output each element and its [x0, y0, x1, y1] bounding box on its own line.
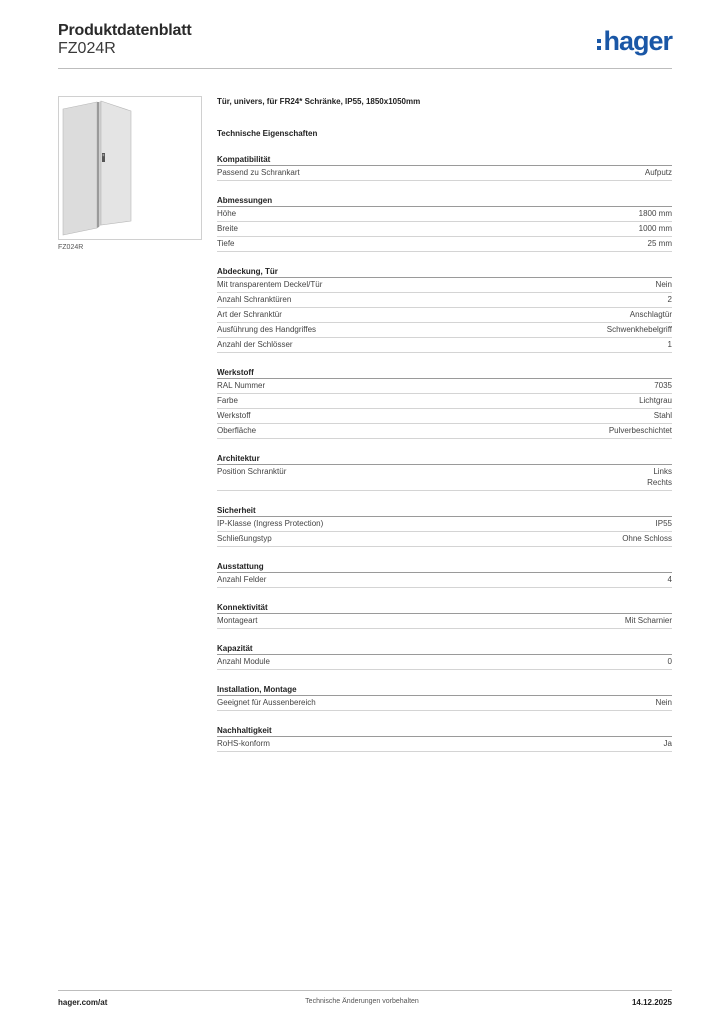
property-value-line: Stahl [653, 411, 672, 420]
property-value-line: Ja [663, 739, 672, 748]
property-value [639, 395, 672, 406]
property-row [217, 166, 672, 181]
property-value-line: Nein [655, 698, 672, 707]
property-label: Anzahl Felder [217, 575, 267, 584]
cabinet-door-icon [59, 97, 201, 239]
group-title: Konnektivität [217, 602, 672, 614]
property-group [217, 195, 672, 252]
group-title: Nachhaltigkeit [217, 725, 672, 737]
group-title: Kompatibilität [217, 154, 672, 166]
property-row [217, 465, 672, 491]
footer-date: 14.12.2025 [631, 998, 672, 1007]
property-group [217, 561, 672, 588]
hager-logo [597, 26, 672, 56]
footer-divider [58, 990, 672, 991]
property-value-line: Schwenkhebelgriff [606, 325, 672, 334]
property-value [656, 279, 672, 290]
property-value-line: Anschlagtür [629, 310, 672, 319]
property-row [217, 379, 672, 394]
property-row [217, 737, 672, 752]
property-value [639, 223, 672, 234]
property-label: Geeignet für Aussenbereich [217, 698, 316, 707]
footer-disclaimer: Technische Änderungen vorbehalten [305, 998, 419, 1005]
property-value [647, 466, 672, 488]
property-label: RAL Nummer [217, 381, 266, 390]
property-row [217, 308, 672, 323]
property-row [217, 394, 672, 409]
group-title: Ausstattung [217, 561, 672, 573]
document-subtitle: FZ024R [58, 40, 116, 57]
property-label: Oberfläche [217, 426, 257, 435]
property-value [664, 738, 672, 749]
property-row [217, 573, 672, 588]
property-value [648, 238, 672, 249]
property-label: IP-Klasse (Ingress Protection) [217, 519, 324, 528]
property-value-line: Pulverbeschichtet [608, 426, 672, 435]
property-label: Montageart [217, 616, 258, 625]
property-row [217, 517, 672, 532]
property-group [217, 266, 672, 353]
property-value-line: Rechts [647, 478, 672, 487]
property-row [217, 696, 672, 711]
property-value-line: 1000 mm [638, 224, 672, 233]
property-value [639, 208, 672, 219]
property-value-line: 7035 [654, 381, 672, 390]
property-group [217, 154, 672, 181]
property-label: Ausführung des Handgriffes [217, 325, 317, 334]
document-title: Produktdatenblatt [58, 22, 192, 39]
property-row [217, 655, 672, 670]
group-title: Kapazität [217, 643, 672, 655]
property-label: RoHS-konform [217, 739, 270, 748]
product-image [58, 96, 202, 240]
property-group [217, 367, 672, 439]
property-value-line: Lichtgrau [639, 396, 672, 405]
product-details [217, 96, 672, 752]
property-value [622, 533, 672, 544]
property-group [217, 725, 672, 752]
property-row [217, 323, 672, 338]
group-title: Sicherheit [217, 505, 672, 517]
property-value [609, 425, 672, 436]
product-title: Tür, univers, für FR24* Schränke, IP55, 1850x1050mm [217, 97, 421, 106]
property-value-line: 1 [667, 340, 672, 349]
property-row [217, 338, 672, 353]
property-value-line: Aufputz [644, 168, 672, 177]
property-row [217, 278, 672, 293]
property-group [217, 453, 672, 491]
property-value [645, 167, 672, 178]
group-title: Abdeckung, Tür [217, 266, 672, 278]
property-value-line: Ohne Schloss [622, 534, 672, 543]
property-value-line: 2 [667, 295, 672, 304]
property-label: Mit transparentem Deckel/Tür [217, 280, 323, 289]
property-label: Passend zu Schrankart [217, 168, 300, 177]
property-row [217, 293, 672, 308]
property-groups [217, 154, 672, 752]
property-group [217, 505, 672, 547]
image-caption: FZ024R [58, 244, 84, 251]
property-value-line: 1800 mm [638, 209, 672, 218]
property-row [217, 532, 672, 547]
group-title: Abmessungen [217, 195, 672, 207]
property-value [607, 324, 672, 335]
property-value [668, 656, 672, 667]
property-label: Werkstoff [217, 411, 251, 420]
property-row [217, 222, 672, 237]
property-value [625, 615, 672, 626]
property-value-line: 4 [667, 575, 672, 584]
property-row [217, 424, 672, 439]
logo-text: hager [603, 25, 672, 56]
property-row [217, 614, 672, 629]
property-value [656, 697, 672, 708]
property-row [217, 207, 672, 222]
property-label: Schließungstyp [217, 534, 272, 543]
logo-dots-icon [597, 39, 601, 50]
property-value [668, 574, 672, 585]
property-label: Art der Schranktür [217, 310, 282, 319]
group-title: Werkstoff [217, 367, 672, 379]
property-label: Höhe [217, 209, 237, 218]
property-value-line: 0 [667, 657, 672, 666]
page-header [58, 22, 672, 68]
property-value [668, 339, 672, 350]
property-group [217, 643, 672, 670]
property-value-line: Links [653, 467, 672, 476]
group-title: Architektur [217, 453, 672, 465]
property-row [217, 409, 672, 424]
property-value [654, 380, 672, 391]
property-value-line: Nein [655, 280, 672, 289]
property-label: Breite [217, 224, 238, 233]
property-label: Anzahl der Schlösser [217, 340, 293, 349]
property-group [217, 602, 672, 629]
property-label: Farbe [217, 396, 238, 405]
property-value-line: IP55 [655, 519, 672, 528]
property-label: Anzahl Schranktüren [217, 295, 292, 304]
property-group [217, 684, 672, 711]
header-divider [58, 68, 672, 69]
property-value-line: 25 mm [647, 239, 672, 248]
section-heading: Technische Eigenschaften [217, 129, 318, 138]
footer-website: hager.com/at [58, 998, 108, 1007]
property-label: Position Schranktür [217, 467, 287, 476]
group-title: Installation, Montage [217, 684, 672, 696]
property-value-line: Mit Scharnier [624, 616, 672, 625]
property-label: Anzahl Module [217, 657, 270, 666]
property-row [217, 237, 672, 252]
property-value [656, 518, 672, 529]
property-value [630, 309, 672, 320]
property-value [654, 410, 672, 421]
property-value [668, 294, 672, 305]
property-label: Tiefe [217, 239, 235, 248]
